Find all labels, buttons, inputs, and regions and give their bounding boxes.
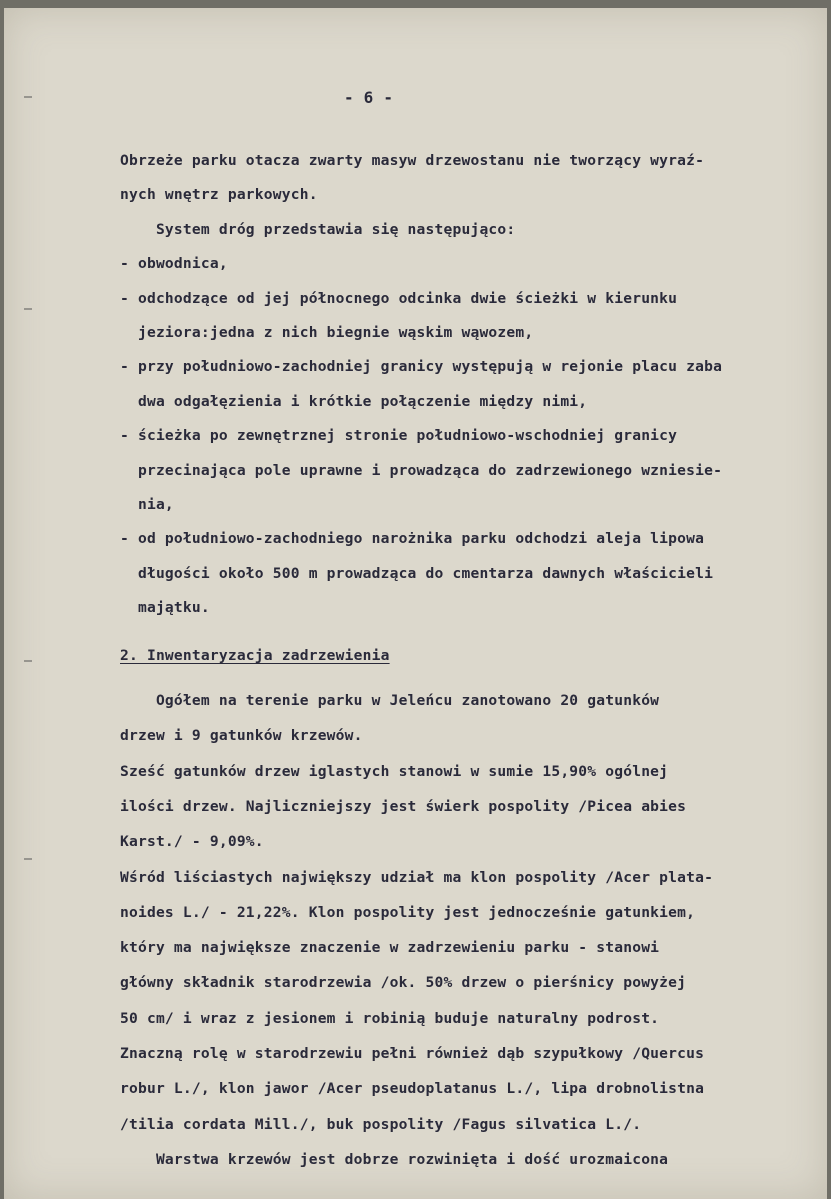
section-heading: 2. Inwentaryzacja zadrzewienia <box>120 647 390 664</box>
text-line: Ogółem na terenie parku w Jeleńcu zanotowano 20 gatunków <box>120 692 660 709</box>
text-line: /tilia cordata Mill./, buk pospolity /Fagus silvatica L./. <box>120 1115 642 1133</box>
text-line: dwa odgałęzienia i krótkie połączenie między nimi, <box>120 392 588 410</box>
text-line: długości około 500 m prowadząca do cmentarza dawnych właścicieli <box>120 564 714 582</box>
text-line: Karst./ - 9,09%. <box>120 833 264 851</box>
text-line: nych wnętrz parkowych. <box>120 186 318 204</box>
text-line: który ma największe znaczenie w zadrzewieniu parku - stanowi <box>120 939 660 957</box>
text-line: - od południowo-zachodniego narożnika parku odchodzi aleja lipowa <box>120 530 705 548</box>
text-line: Sześć gatunków drzew iglastych stanowi w sumie 15,90% ogólnej <box>120 762 669 780</box>
text-line: - przy południowo-zachodniej granicy występują w rejonie placu zaba <box>120 358 723 376</box>
text-line: jeziora:jedna z nich biegnie wąskim wąwozem, <box>120 324 534 341</box>
text-line: - odchodzące od jej północnego odcinka dwie ścieżki w kierunku <box>120 289 678 307</box>
text-line: majątku. <box>120 599 210 617</box>
margin-mark <box>24 308 32 310</box>
text-line: Obrzeże parku otacza zwarty masyw drzewostanu nie tworzący wyraź- <box>120 152 705 169</box>
text-line: robur L./, klon jawor /Acer pseudoplatanus L./, lipa drobnolistna <box>120 1080 705 1098</box>
typed-page <box>4 8 827 1199</box>
text-line: Warstwa krzewów jest dobrze rozwinięta i dość urozmaicona <box>120 1150 669 1168</box>
page-number: - 6 - <box>344 88 394 107</box>
text-line: nia, <box>120 496 174 513</box>
text-line: ilości drzew. Najliczniejszy jest świerk pospolity /Picea abies <box>120 797 687 815</box>
text-line: drzew i 9 gatunków krzewów. <box>120 727 363 745</box>
text-line: główny składnik starodrzewia /ok. 50% drzew o pierśnicy powyżej <box>120 974 687 992</box>
text-line: - obwodnica, <box>120 255 228 273</box>
margin-mark <box>24 858 32 860</box>
text-line: - ścieżka po zewnętrznej stronie południowo-wschodniej granicy <box>120 427 678 445</box>
text-line: 50 cm/ i wraz z jesionem i robinią buduje naturalny podrost. <box>120 1009 660 1027</box>
text-line: System dróg przedstawia się następująco: <box>120 220 516 238</box>
text-line: przecinająca pole uprawne i prowadząca do zadrzewionego wzniesie- <box>120 461 723 479</box>
text-line: noides L./ - 21,22%. Klon pospolity jest jednocześnie gatunkiem, <box>120 903 696 921</box>
text-line: Znaczną rolę w starodrzewiu pełni również dąb szypułkowy /Quercus <box>120 1045 705 1062</box>
text-line: Wśród liściastych największy udział ma klon pospolity /Acer plata- <box>120 868 714 886</box>
margin-mark <box>24 660 32 662</box>
margin-mark <box>24 96 32 98</box>
